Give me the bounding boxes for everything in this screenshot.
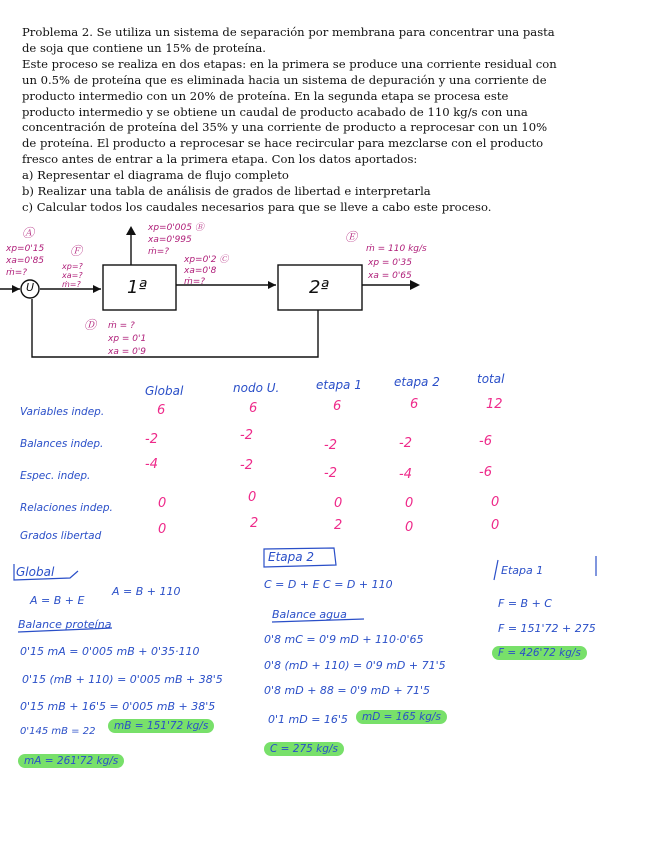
problem-line: producto intermedio con un 20% de proteína. En la segunda etapa se procesa este — [22, 88, 509, 103]
stream-b-m: ṁ=? — [148, 247, 170, 257]
cell: 0 — [334, 496, 343, 511]
problem-line: producto intermedio y se obtiene un caudal de producto acabado de 110 kg/s con una — [22, 104, 528, 119]
row-label-variables: Variables indep. — [20, 406, 105, 418]
cell: 6 — [333, 399, 342, 414]
problem-line: b) Realizar una tabla de análisis de grados de libertad e interpretarla — [22, 184, 431, 199]
stream-f-xp: xp=? — [62, 262, 83, 271]
stream-e-m: ṁ = 110 kg/s — [366, 244, 427, 254]
problem-line: c) Calcular todos los caudales necesarios para que se lleve a cabo este proceso. — [22, 199, 492, 214]
etapa2-line-2: 0'8 (mD + 110) = 0'9 mD + 71'5 — [264, 659, 446, 672]
result-ma: mA = 261'72 kg/s — [18, 754, 124, 768]
stream-d-id: Ⓓ — [84, 318, 97, 332]
stream-f-id: Ⓕ — [70, 244, 83, 258]
problem-line: de proteína. El producto a reprocesar se hace recircular para mezclarse con el producto — [22, 136, 544, 151]
stream-e-xa: xa = 0'65 — [368, 271, 412, 281]
etapa2-line-3: 0'8 mD + 88 = 0'9 mD + 71'5 — [264, 684, 431, 697]
cell: 0 — [248, 490, 257, 505]
cell: -2 — [324, 466, 337, 481]
cell: -2 — [145, 432, 158, 447]
stream-a-id: Ⓐ — [22, 226, 35, 240]
col-header-etapa-2: etapa 2 — [394, 375, 440, 389]
cell: 6 — [249, 401, 258, 416]
stream-f-xa: xa=? — [62, 271, 83, 280]
cell: 2 — [250, 516, 259, 531]
row-label-balances: Balances indep. — [20, 438, 104, 450]
stream-a-xa: xa=0'85 — [6, 256, 45, 266]
cell: 6 — [157, 403, 166, 418]
cell: -2 — [324, 438, 337, 453]
problem-line: Problema 2. Se utiliza un sistema de separación por membrana para concentrar una pasta — [22, 25, 555, 39]
etapa2-eq-1: C = D + E C = D + 110 — [264, 578, 393, 591]
global-title: Global — [16, 565, 55, 579]
cell: 0 — [491, 495, 500, 510]
stream-d-xa: xa = 0'9 — [108, 347, 147, 357]
stage-2-label: 2ª — [309, 277, 329, 298]
global-subtitle: Balance proteína — [18, 618, 112, 631]
problem-statement — [22, 25, 632, 216]
global-eq-1: A = B + E — [30, 594, 85, 607]
stream-c-xa: xa=0'8 — [184, 266, 217, 276]
stream-b-xa: xa=0'995 — [148, 235, 192, 245]
col-header-total: total — [477, 372, 505, 386]
result-md: mD = 165 kg/s — [356, 710, 447, 724]
global-line-2: 0'15 (mB + 110) = 0'005 mB + 38'5 — [22, 673, 223, 686]
cell: 2 — [334, 518, 343, 533]
global-line-3: 0'15 mB + 16'5 = 0'005 mB + 38'5 — [20, 700, 216, 713]
result-c: C = 275 kg/s — [264, 742, 344, 756]
result-f: F = 426'72 kg/s — [492, 646, 587, 660]
etapa2-line-1: 0'8 mC = 0'9 mD + 110·0'65 — [264, 633, 424, 646]
cell: -4 — [399, 467, 412, 482]
result-mb: mB = 151'72 kg/s — [108, 719, 214, 733]
stage-1-label: 1ª — [127, 277, 147, 298]
problem-line: Este proceso se realiza en dos etapas: en la primera se produce una corriente residual con — [22, 56, 557, 71]
cell: -4 — [145, 457, 158, 472]
global-line-4: 0'145 mB = 22 — [20, 726, 96, 737]
col-header-nodo-u: nodo U. — [233, 381, 280, 395]
cell: 0 — [405, 520, 414, 535]
stream-c-m: ṁ=? — [184, 277, 206, 287]
cell: 6 — [410, 397, 419, 412]
cell: -2 — [240, 458, 253, 473]
cell: 0 — [491, 518, 500, 533]
problem-line: de soja que contiene un 15% de proteína. — [22, 40, 266, 55]
col-header-global: Global — [145, 384, 184, 398]
cell: -2 — [399, 436, 412, 451]
cell: -6 — [479, 465, 492, 480]
stream-b-xp: xp=0'005 Ⓑ — [148, 223, 204, 233]
stream-d-xp: xp = 0'1 — [108, 334, 147, 344]
row-label-grados: Grados libertad — [20, 530, 102, 542]
cell: -6 — [479, 434, 492, 449]
cell: 0 — [158, 522, 167, 537]
etapa2-line-4: 0'1 mD = 16'5 — [268, 713, 348, 726]
etapa1-title: Etapa 1 — [501, 564, 544, 577]
stream-f-m: ṁ=? — [62, 280, 81, 289]
stream-a-m: ṁ=? — [6, 268, 28, 278]
etapa2-title: Etapa 2 — [268, 550, 315, 564]
stream-e-id: Ⓔ — [345, 230, 358, 244]
cell: 0 — [158, 496, 167, 511]
stream-a-xp: xp=0'15 — [6, 244, 45, 254]
etapa1-bracket-left — [494, 560, 498, 580]
etapa1-line-1: F = B + C — [498, 597, 552, 610]
global-line-1: 0'15 mA = 0'005 mB + 0'35·110 — [20, 645, 200, 658]
mix-node-label: U — [26, 281, 35, 294]
row-label-relaciones: Relaciones indep. — [20, 502, 113, 514]
problem-line: concentración de proteína del 35% y una corriente de producto a reprocesar con un 10% — [22, 120, 548, 135]
etapa1-line-2: F = 151'72 + 275 — [498, 622, 596, 635]
global-eq-2: A = B + 110 — [112, 585, 181, 598]
cell: -2 — [240, 428, 253, 443]
stream-d-m: ṁ = ? — [108, 321, 135, 331]
col-header-etapa-1: etapa 1 — [316, 378, 362, 392]
cell: 12 — [486, 397, 503, 412]
problem-line: a) Representar el diagrama de flujo completo — [22, 168, 289, 183]
stream-e-xp: xp = 0'35 — [368, 258, 412, 268]
etapa2-subtitle: Balance agua — [272, 608, 347, 621]
problem-line: un 0.5% de proteína que es eliminada hacia un sistema de depuración y una corriente de — [22, 72, 547, 87]
stream-d-line — [32, 299, 318, 357]
cell: 0 — [405, 496, 414, 511]
problem-line: fresco antes de entrar a la primera etapa. Con los datos aportados: — [22, 152, 418, 167]
row-label-espec: Espec. indep. — [20, 470, 91, 482]
stream-c-xp: xp=0'2 Ⓒ — [184, 255, 229, 265]
